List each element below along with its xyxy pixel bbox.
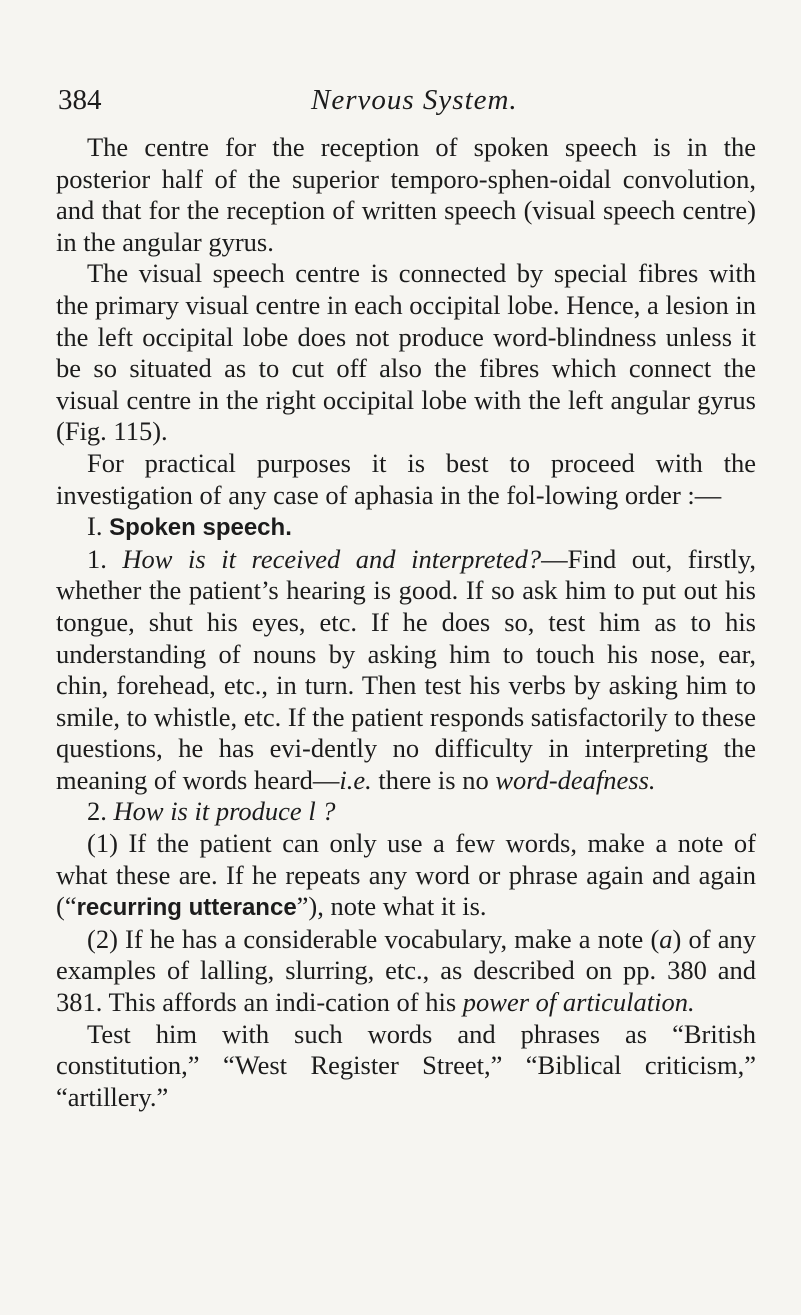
question-1-number: 1. xyxy=(87,543,107,574)
question-2-number: 2. xyxy=(87,796,107,827)
paragraph-test-phrases: Test him with such words and phrases as “British constitution,” “West Register Street,” “Biblical criticism,” “artillery.” xyxy=(56,1018,756,1112)
paragraph-speech-centres: The centre for the reception of spoken speech is in the posterior half of the superior temporo-sphen-oidal convolution, and that for the reception of written speech (visual speech centre) in the angular gyrus. xyxy=(56,132,756,257)
term-power-of-articulation: power of articulation. xyxy=(462,987,695,1018)
question-1-text: How is it received and interpreted? xyxy=(122,543,542,574)
section-title: Spoken speech. xyxy=(109,514,292,542)
question-2-text: How is it produce l ? xyxy=(113,796,336,827)
page-number: 384 xyxy=(58,84,102,116)
paragraph-question-2 xyxy=(56,796,756,828)
item-1-text-cont: ”), note what it is. xyxy=(296,891,487,922)
term-recurring-utterance: recurring utterance xyxy=(76,894,297,922)
section-heading xyxy=(56,511,756,544)
page-body xyxy=(56,132,756,1113)
item-2-letter: a xyxy=(659,923,673,954)
item-2-text: (2) If he has a considerable vocabulary, make a note ( xyxy=(87,923,660,954)
paragraph-visual-centre: The visual speech centre is connected by special fibres with the primary visual centre in each occipital lobe. Hence, a lesion in the left occipital lobe does not produce word-blindness unless it be so situated as to cut off also the fibres which connect the visual centre in the right occipital lobe with the left angular gyrus (Fig. 115). xyxy=(56,258,756,447)
item-1-text: (1) If the patient can only use a few words, make a note of what these are. If he repeats any word or phrase again and again (“ xyxy=(56,828,756,922)
paragraph-practical-purposes: For practical purposes it is best to proceed with the investigation of any case of aphasia in the fol-lowing order :— xyxy=(56,447,756,510)
paragraph-item-2 xyxy=(56,924,756,1019)
item-2-text-cont: ) of any examples of lalling, slurring, etc., as described on pp. 380 and 381. This affords an indi-cation of his xyxy=(56,923,756,1018)
term-word-deafness: word-deafness. xyxy=(495,764,656,795)
paragraph-item-1 xyxy=(56,828,756,924)
section-number: I. xyxy=(87,511,103,542)
paragraph-question-1 xyxy=(56,544,756,797)
question-1-body-cont: there is no xyxy=(371,764,496,795)
ie-abbrev: i.e. xyxy=(339,764,372,795)
question-1-body: —Find out, firstly, whether the patient’s hearing is good. If so ask him to put out his tongue, shut his eyes, etc. If he does so, test him as to his understanding of nouns by asking him to touch his nose, ear, chin, forehead, etc., in turn. Then test his verbs by asking him to smile, to whistle, etc. If the patient responds satisfactorily to these questions, he has evi-dently no difficulty in interpreting the meaning of words heard— xyxy=(56,543,757,795)
page-header xyxy=(58,82,758,122)
running-title: Nervous System. xyxy=(311,84,518,116)
